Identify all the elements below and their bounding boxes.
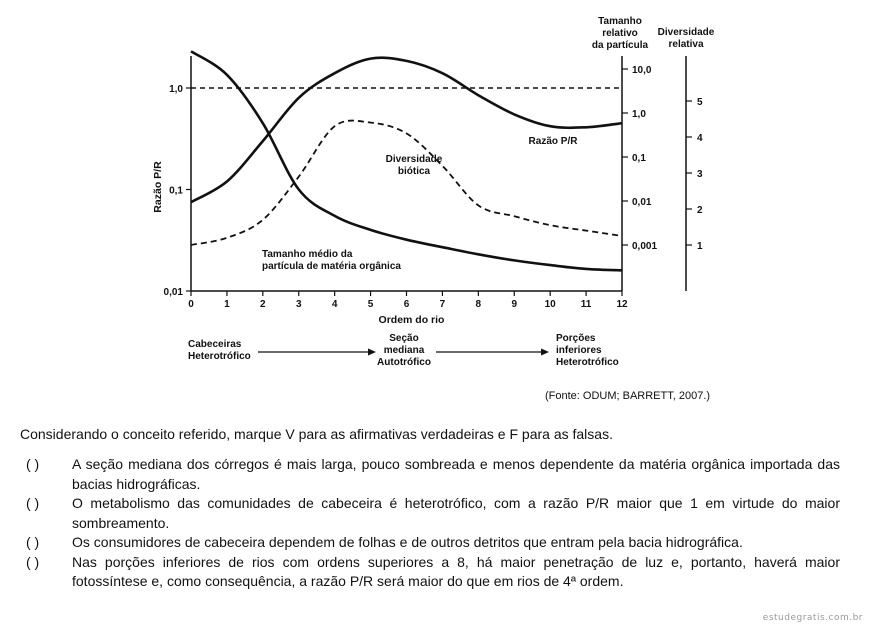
annotation-biotic-diversity: Diversidade (385, 154, 443, 165)
stage-label-lower-reaches: Porções (556, 333, 596, 344)
statement-item (20, 553, 840, 592)
right-axis-2-tick-label: 1 (697, 241, 703, 252)
stage-label-lower-reaches: Heterotrófico (556, 357, 619, 368)
statement-text: A seção mediana dos córregos é mais larga, pouco sombreada e menos dependente da matéria orgânica importada das bacias hidrográficas. (72, 456, 840, 492)
right-axis-2-tick-label: 4 (697, 133, 703, 144)
statement-item (20, 533, 840, 553)
right-axis-2-tick-label: 2 (697, 205, 703, 216)
annotation-biotic-diversity: biótica (397, 166, 431, 177)
answer-blank[interactable]: ( ) (26, 534, 40, 550)
stage-label-lower-reaches: inferiores (556, 345, 602, 356)
statement-text: Nas porções inferiores de rios com ordens superiores a 8, há maior penetração de luz e, portanto, haverá maior fotossíntese e, como consequência, a razão P/R será maior do que em rios de 4ª ordem. (72, 553, 840, 589)
stage-label-middle-section: Autotrófico (377, 357, 431, 368)
right-axis-1-tick-label: 0,001 (632, 241, 658, 252)
x-tick-label: 1 (224, 299, 230, 310)
annotation-particle-size: partícula de matéria orgânica (262, 261, 401, 272)
stage-label-middle-section: mediana (383, 345, 425, 356)
annotation-pr-ratio: Razão P/R (528, 136, 578, 147)
right-axis-1-label: da partícula (591, 40, 649, 51)
x-tick-label: 0 (188, 299, 194, 310)
stage-label-headwaters: Cabeceiras (188, 339, 242, 350)
x-tick-label: 11 (580, 299, 592, 310)
annotation-particle-size: Tamanho médio da (262, 249, 353, 260)
right-axis-1-tick-label: 1,0 (632, 109, 646, 120)
answer-blank[interactable]: ( ) (26, 553, 40, 570)
x-tick-label: 6 (403, 299, 410, 310)
statement-item (20, 494, 840, 533)
x-tick-label: 2 (260, 299, 266, 310)
answer-blank[interactable]: ( ) (26, 456, 40, 472)
x-tick-label: 8 (475, 299, 482, 310)
x-tick-label: 4 (331, 299, 338, 310)
stage-arrow-2-head (541, 349, 549, 356)
stage-arrow-1-head (368, 349, 376, 356)
x-tick-label: 3 (295, 299, 302, 310)
statement-text: O metabolismo das comunidades de cabeceira é heterotrófico, com a razão P/R maior que 1 em virtude do maior sombreamento. (72, 495, 840, 531)
x-tick-label: 10 (544, 299, 556, 310)
question-intro: Considerando o conceito referido, marque V para as afirmativas verdadeiras e F para as falsas. (20, 426, 613, 442)
right-axis-1-tick-label: 0,1 (632, 153, 646, 164)
watermark: estudegratis.com.br (762, 613, 863, 623)
left-tick-label: 0,1 (169, 185, 183, 197)
stage-label-middle-section: Seção (389, 333, 419, 344)
left-axis-label: Razão P/R (152, 161, 164, 213)
statement-list (20, 455, 840, 592)
left-tick-label: 0,01 (163, 287, 183, 298)
right-axis-2-tick-label: 5 (697, 97, 703, 108)
right-axis-1-tick-label: 0,01 (632, 197, 652, 208)
x-tick-label: 7 (439, 299, 446, 310)
right-axis-2-tick-label: 3 (697, 169, 703, 180)
statement-item (20, 455, 840, 494)
right-axis-1-label: relativo (602, 28, 638, 39)
right-axis-2-label: relativa (668, 39, 704, 50)
x-axis-label: Ordem do rio (378, 314, 445, 326)
stage-label-headwaters: Heterotrófico (188, 351, 251, 362)
x-tick-label: 12 (616, 299, 628, 310)
x-tick-label: 5 (367, 299, 374, 310)
right-axis-1-label: Tamanho (598, 16, 642, 27)
source-citation: (Fonte: ODUM; BARRETT, 2007.) (545, 390, 711, 402)
right-axis-2-label: Diversidade (657, 27, 715, 38)
statement-text: Os consumidores de cabeceira dependem de folhas e de outros detritos que entram pela bacia hidrográfica. (72, 534, 743, 550)
series-pr-ratio-line (191, 58, 622, 203)
answer-blank[interactable]: ( ) (26, 495, 40, 511)
left-tick-label: 1,0 (169, 84, 183, 95)
right-axis-1-tick-label: 10,0 (632, 65, 652, 76)
x-tick-label: 9 (511, 299, 518, 310)
